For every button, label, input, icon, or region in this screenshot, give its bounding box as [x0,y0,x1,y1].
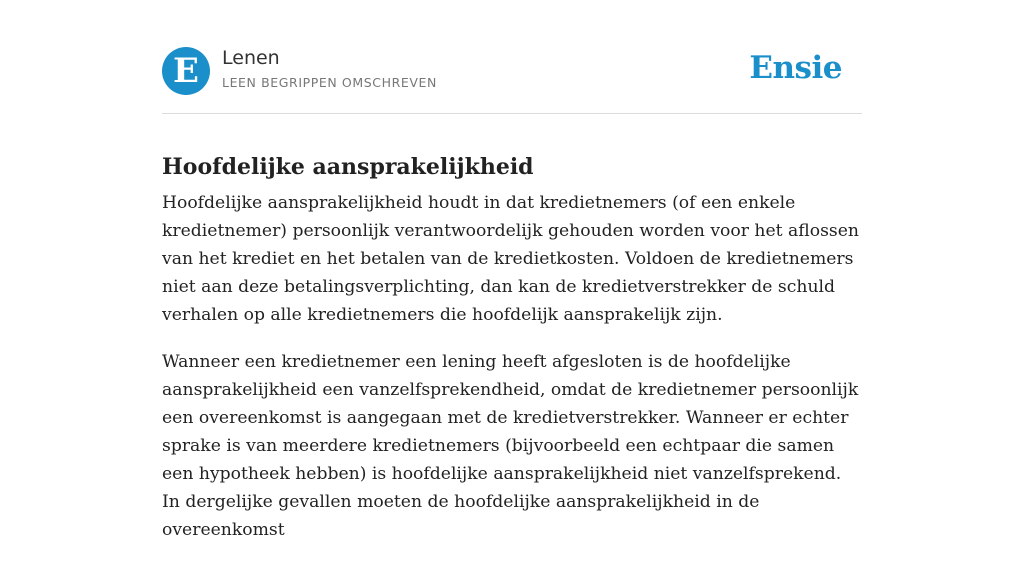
brand-logo[interactable]: Ensie [749,50,842,86]
paragraph: Hoofdelijke aansprakelijkheid houdt in dat kredietnemers (of een enkele kredietnemer) persoonlijk verantwoordelijk gehouden worden voor het aflossen van het krediet en het betalen van de kredietkosten. Voldoen de kredietnemers niet aan deze betalingsverplichting, dan kan de kredietverstrekker de schuld verhalen op alle kredietnemers die hoofdelijk aansprakelijk zijn. [162,193,859,325]
page-title: Hoofdelijke aansprakelijkheid [162,153,534,180]
subcategory-label: LEEN BEGRIPPEN OMSCHREVEN [222,75,437,90]
category-link[interactable]: Lenen [222,47,280,69]
paragraph: Wanneer een kredietnemer een lening heeft afgesloten is de hoofdelijke aansprakelijkheid een vanzelfsprekendheid, omdat de kredietnemer persoonlijk een overeenkomst is aangegaan met de kredietverstrekker. Wanneer er echter sprake is van meerdere kredietnemers (bijvoorbeeld een echtpaar die samen een hypotheek hebben) is hoofdelijke aansprakelijkheid niet vanzelfsprekend. In dergelijke gevallen moeten de hoofdelijke aansprakelijkheid in de overeenkomst [162,352,859,540]
header [162,0,862,114]
article-body [162,189,862,563]
content-column [162,0,862,540]
ensie-logo-icon[interactable]: E [162,47,210,95]
